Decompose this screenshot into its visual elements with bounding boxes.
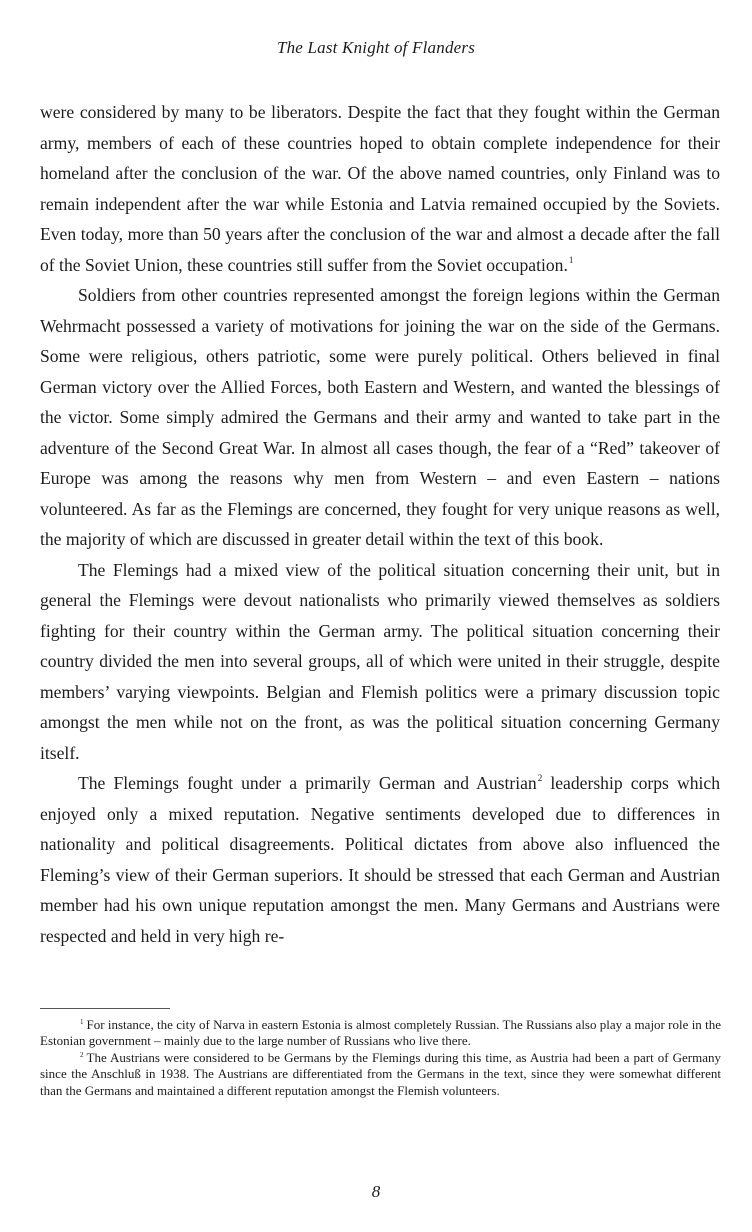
body-text [40, 97, 720, 951]
paragraph-text: were considered by many to be liberators. Despite the fact that they fought within the German army, members of each of these countries hoped to obtain complete independence for their homeland after the conclusion of the war. Of the above named countries, only Finland was to remain independent after the war while Estonia and Latvia remained occupied by the Soviets. Even today, more than 50 years after the conclusion of the war and almost a decade after the fall of the Soviet Union, these countries still suffer from the Soviet occupation. [40, 102, 720, 275]
footnote-marker: 2 [80, 1050, 84, 1059]
paragraph-2 [40, 280, 720, 555]
paragraph-text: leadership corps which enjoyed only a mixed reputation. Negative sentiments developed due to differences in nationality and political disagreements. Political dictates from above also influenced the Fleming’s view of their German superiors. It should be stressed that each German and Austrian member had his own unique reputation amongst the men. Many Germans and Austrians were respected and held in very high re- [40, 773, 720, 946]
footnote-2 [40, 1050, 721, 1099]
paragraph-4 [40, 768, 720, 951]
footnote-reference: 1 [568, 254, 574, 265]
footnotes [40, 1017, 721, 1099]
paragraph-text: Soldiers from other countries represented amongst the foreign legions within the German Wehrmacht possessed a variety of motivations for joining the war on the side of the Germans. Some were religious, others patriotic, some were purely political. Others believed in final German victory over the Allied Forces, both Eastern and Western, and wanted the blessings of the victor. Some simply admired the Germans and their army and wanted to take part in the adventure of the Second Great War. In almost all cases though, the fear of a “Red” takeover of Europe was among the reasons why men from Western – and even Eastern – nations volunteered. As far as the Flemings are concerned, they fought for very unique reasons as well, the majority of which are discussed in greater detail within the text of this book. [40, 285, 720, 549]
footnote-reference: 2 [537, 773, 543, 783]
footnote-marker: 1 [80, 1018, 84, 1026]
paragraph-text: The Flemings fought under a primarily German and Austrian [78, 773, 537, 793]
paragraph-3 [40, 555, 720, 769]
footnote-text: The Austrians were considered to be Germans by the Flemings during this time, as Austria had been a part of Germany since the Anschluß in 1938. The Austrians are differentiated from the Germans in the text, since they were somewhat different than the Germans and maintained a different reputation amongst the Flemish volunteers. [40, 1049, 721, 1098]
paragraph-text: The Flemings had a mixed view of the political situation concerning their unit, but in general the Flemings were devout nationalists who primarily viewed themselves as soldiers fighting for their country within the German army. The political situation concerning their country divided the men into several groups, all of which were united in their struggle, despite members’ varying viewpoints. Belgian and Flemish politics were a primary discussion topic amongst the men while not on the front, as was the political situation concerning Germany itself. [40, 559, 720, 763]
footnote-1 [40, 1017, 721, 1050]
paragraph-1 [40, 97, 720, 280]
page-number: 8 [371, 1182, 381, 1201]
running-header-title: The Last Knight of Flanders [276, 38, 476, 57]
footnote-divider [40, 1008, 170, 1009]
footnote-text: For instance, the city of Narva in eastern Estonia is almost completely Russian. The Russians also play a major role in the Estonian government – mainly due to the large number of Russians who live there. [40, 1017, 721, 1049]
